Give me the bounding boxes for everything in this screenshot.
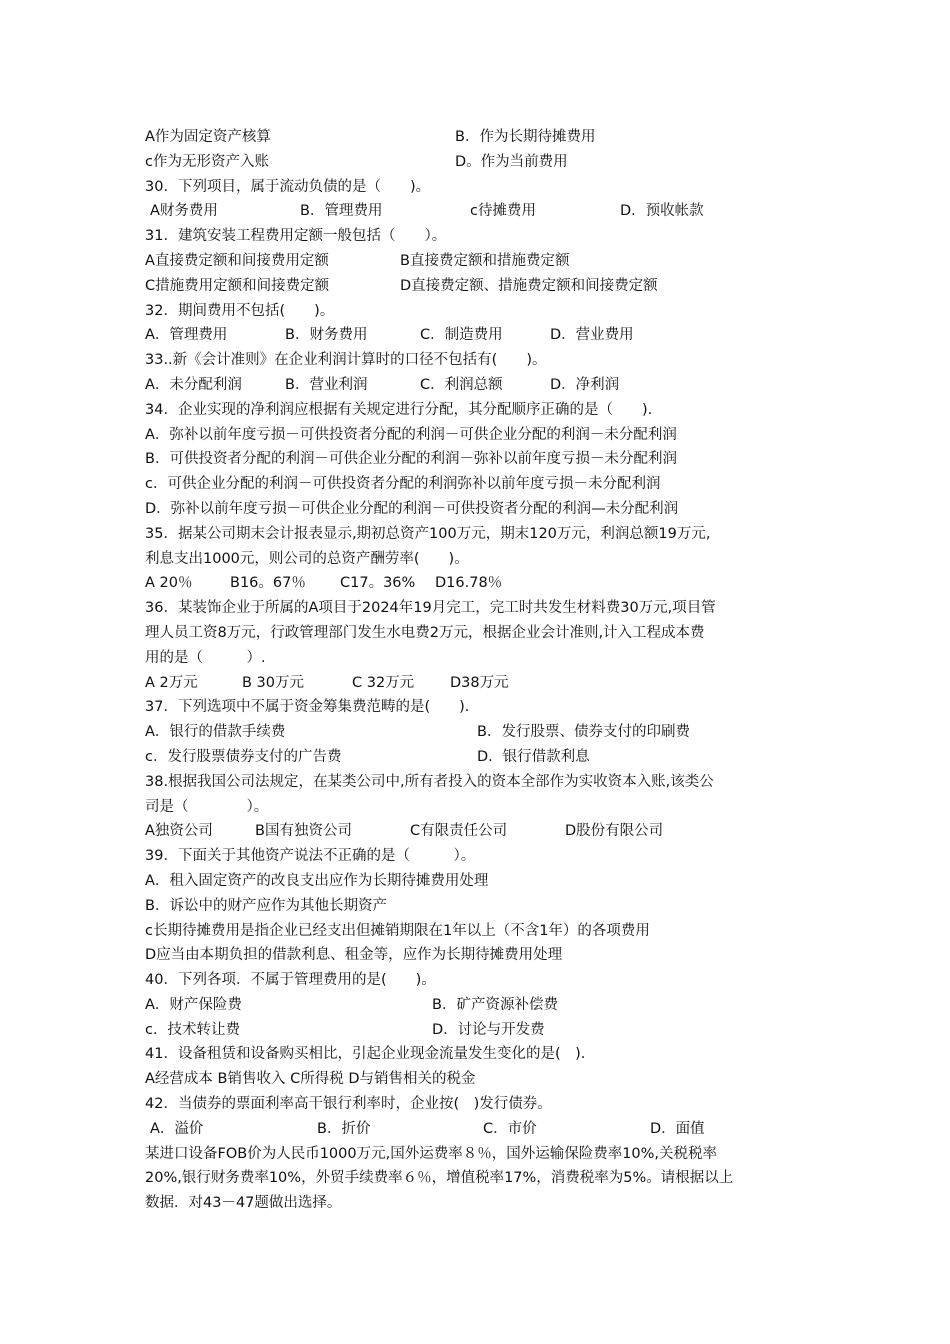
option-text: A 20％ [145, 575, 193, 592]
option-text: c．技术转让费 [145, 1021, 240, 1038]
option-text: D．讨论与开发费 [432, 1021, 545, 1038]
option-text: c待摊费用 [470, 203, 536, 220]
text-line [145, 819, 810, 844]
text-line [145, 398, 810, 423]
text-line [145, 844, 810, 869]
option-text: B．折价 [317, 1120, 371, 1137]
line-text: 38.根据我国公司法规定，在某类公司中,所有者投入的资本全部作为实收资本入账,该类公 [145, 773, 714, 790]
line-text: 37．下列选项中不属于资金筹集费范畴的是( ). [145, 699, 470, 716]
text-line [145, 770, 810, 795]
text-line [145, 671, 810, 696]
line-text: c．可供企业分配的利润－可供投资者分配的利润弥补以前年度亏损－未分配利润 [145, 476, 661, 493]
option-text: B国有独资公司 [255, 823, 352, 840]
option-text: B16。67％ [230, 575, 306, 592]
line-text: 理人员工资8万元，行政管理部门发生水电费2万元，根据企业会计准则,计入工程成本费 [145, 624, 705, 641]
line-text: 用的是（ ）. [145, 649, 266, 666]
text-line [145, 993, 810, 1018]
option-text: D．预收帐款 [620, 203, 704, 220]
line-text: A．租入固定资产的改良支出应作为长期待摊费用处理 [145, 872, 489, 889]
line-text: A经营成本 B销售收入 C所得税 D与销售相关的税金 [145, 1071, 476, 1088]
line-text: 36．某装饰企业于所属的A项目于2024年19月完工，完工时共发生材料费30万元,项目管 [145, 600, 716, 617]
text-line [145, 423, 810, 448]
option-text: B．发行股票、债券支付的印刷费 [477, 724, 690, 741]
text-line [145, 373, 810, 398]
text-line [145, 1018, 810, 1043]
text-line [145, 150, 810, 175]
line-text: 司是（ ）。 [145, 798, 269, 815]
option-text: A．溢价 [150, 1120, 204, 1137]
text-line [145, 646, 810, 671]
line-text: 33..新《会计准则》在企业利润计算时的口径不包括有( )。 [145, 352, 547, 369]
option-text: C 32万元 [352, 674, 415, 691]
option-text: A．财产保险费 [145, 996, 242, 1013]
option-text: B．作为长期待摊费用 [455, 129, 596, 145]
option-text: D．面值 [650, 1120, 705, 1137]
option-text: A独资公司 [145, 823, 213, 840]
text-line [145, 1191, 810, 1216]
text-line [145, 323, 810, 348]
text-line [145, 695, 810, 720]
text-line [145, 894, 810, 919]
option-text: C．制造费用 [420, 327, 503, 344]
text-line [145, 199, 810, 224]
text-line [145, 745, 810, 770]
line-text: 41．设备租赁和设备购买相比，引起企业现金流量发生变化的是( ). [145, 1046, 586, 1063]
line-text: 32．期间费用不包括( )。 [145, 302, 335, 319]
text-line [145, 1142, 810, 1167]
line-text: 39．下面关于其他资产说法不正确的是（ ）。 [145, 848, 476, 865]
text-line [145, 919, 810, 944]
line-text: B．诉讼中的财产应作为其他长期资产 [145, 897, 387, 914]
option-text: D38万元 [450, 674, 509, 691]
text-line [145, 274, 810, 299]
option-text: C有限责任公司 [410, 823, 508, 840]
text-line [145, 869, 810, 894]
line-text: 利息支出1000元，则公司的总资产酬劳率( )。 [145, 550, 469, 567]
option-text: D股份有限公司 [565, 823, 664, 840]
text-line [145, 522, 810, 547]
option-text: B．矿产资源补偿费 [432, 996, 558, 1013]
line-text: 某进口设备FOB价为人民币1000万元,国外运费率８％，国外运输保险费率10%,关税税率 [145, 1145, 718, 1162]
line-text: 40．下列各项．不属于管理费用的是( )。 [145, 972, 436, 989]
option-text: A财务费用 [150, 203, 218, 220]
option-text: B．财务费用 [285, 327, 368, 344]
exam-question-text [145, 125, 810, 1216]
text-line [145, 571, 810, 596]
text-line [145, 943, 810, 968]
text-line [145, 1117, 810, 1142]
option-text: A．银行的借款手续费 [145, 724, 286, 741]
option-text: C．市价 [483, 1120, 537, 1137]
option-text: A 2万元 [145, 674, 198, 691]
text-line [145, 299, 810, 324]
option-text: D16.78％ [435, 575, 503, 592]
option-text: D．银行借款利息 [477, 748, 590, 765]
text-line [145, 621, 810, 646]
text-line [145, 447, 810, 472]
option-text: c作为无形资产入账 [145, 153, 269, 170]
text-line [145, 224, 810, 249]
line-text: 34．企业实现的净利润应根据有关规定进行分配，其分配顺序正确的是（ ). [145, 401, 653, 418]
option-text: C措施费用定额和间接费定额 [145, 277, 330, 294]
option-text: B．营业利润 [285, 376, 368, 393]
line-text: 30．下列项目，属于流动负债的是（ )。 [145, 178, 431, 195]
line-text: D．弥补以前年度亏损－可供企业分配的利润－可供投资者分配的利润—未分配利润 [145, 500, 679, 517]
text-line [145, 1166, 810, 1191]
option-text: D．营业费用 [550, 327, 634, 344]
option-text: C17。36% [340, 575, 416, 592]
text-line [145, 968, 810, 993]
text-line [145, 596, 810, 621]
option-text: A直接费定额和间接费用定额 [145, 252, 329, 269]
line-text: 42．当债券的票面利率高干银行利率时，企业按( )发行债券。 [145, 1096, 552, 1113]
option-text: B 30万元 [242, 674, 305, 691]
text-line [145, 175, 810, 200]
text-line [145, 497, 810, 522]
text-line [145, 472, 810, 497]
option-text: c．发行股票债券支付的广告费 [145, 748, 342, 765]
text-line [145, 547, 810, 572]
option-text: B．管理费用 [300, 203, 383, 220]
line-text: 35．据某公司期末会计报表显示,期初总资产100万元，期末120万元，利润总额19万元, [145, 525, 711, 542]
text-line [145, 249, 810, 274]
option-text: D．净利润 [550, 376, 620, 393]
option-text: A．未分配利润 [145, 376, 242, 393]
line-text: 数据．对43－47题做出选择。 [145, 1195, 342, 1212]
line-text: 31．建筑安装工程费用定额一般包括（ ）。 [145, 228, 447, 245]
option-text: B直接费定额和措施费定额 [400, 252, 570, 269]
option-text: C．利润总额 [420, 376, 503, 393]
line-text: A．弥补以前年度亏损－可供投资者分配的利润－可供企业分配的利润－未分配利润 [145, 426, 677, 443]
text-line [145, 1042, 810, 1067]
text-line [145, 795, 810, 820]
text-line [145, 125, 810, 150]
option-text: A．管理费用 [145, 327, 228, 344]
text-line [145, 1092, 810, 1117]
option-text: A作为固定资产核算 [145, 129, 271, 145]
text-line [145, 348, 810, 373]
option-text: D直接费定额、措施费定额和间接费定额 [400, 277, 658, 294]
text-line [145, 1067, 810, 1092]
option-text: D。作为当前费用 [455, 153, 568, 170]
line-text: B．可供投资者分配的利润－可供企业分配的利润－弥补以前年度亏损－未分配利润 [145, 451, 677, 468]
text-line [145, 720, 810, 745]
line-text: c长期待摊费用是指企业已经支出但摊销期限在1年以上（不含1年）的各项费用 [145, 922, 650, 939]
line-text: D应当由本期负担的借款利息、租金等，应作为长期待摊费用处理 [145, 947, 563, 964]
line-text: 20%,银行财务费率10%，外贸手续费率６％，增值税率17%，消费税率为5%。请根据以上 [145, 1170, 734, 1187]
